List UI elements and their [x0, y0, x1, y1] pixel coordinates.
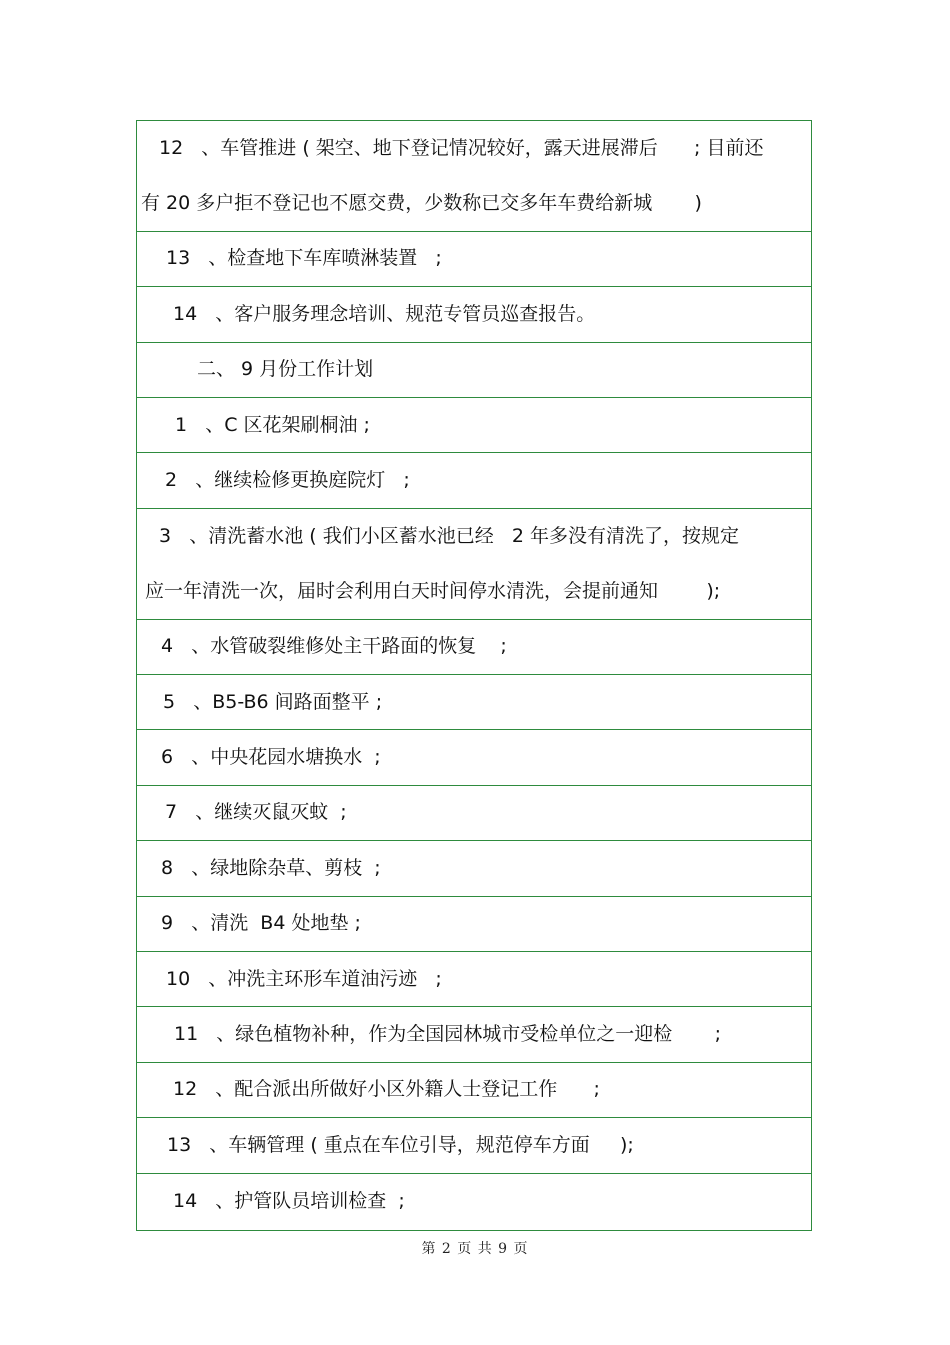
row-text: 13 、检查地下车库喷淋装置 ; [166, 247, 442, 270]
table-row [137, 1007, 811, 1062]
row-text: 12 、配合派出所做好小区外籍人士登记工作 ; [173, 1078, 600, 1101]
content-table [136, 120, 812, 1231]
table-row [137, 675, 811, 730]
row-text: 7 、继续灭鼠灭蚊 ; [165, 801, 347, 824]
row-text: 10 、冲洗主环形车道油污迹 ; [166, 967, 442, 990]
row-text: 有 20 多户拒不登记也不愿交费，少数称已交多年车费给新城 ) [141, 192, 702, 215]
table-row [137, 121, 811, 176]
table-row [137, 730, 811, 785]
row-text: 9 、清洗 B4 处地垫 ; [161, 912, 361, 935]
table-row [137, 786, 811, 841]
row-text: 二、 9 月份工作计划 [197, 358, 374, 381]
table-row [137, 453, 811, 508]
row-text: 6 、中央花园水塘换水 ; [161, 746, 381, 769]
table-row [137, 287, 811, 342]
table-row [137, 1063, 811, 1118]
row-text: 14 、护管队员培训检查 ; [173, 1189, 405, 1212]
row-text: 1 、C 区花架刷桐油 ; [175, 413, 370, 436]
row-text: 13 、车辆管理 ( 重点在车位引导，规范停车方面 ); [167, 1133, 634, 1156]
row-text: 3 、清洗蓄水池 ( 我们小区蓄水池已经 2 年多没有清洗了，按规定 [159, 524, 739, 547]
row-text: 11 、绿色植物补种，作为全国园林城市受检单位之一迎检 ; [174, 1023, 721, 1046]
table-row [137, 343, 811, 398]
row-text: 14 、客户服务理念培训、规范专管员巡查报告。 [173, 302, 596, 325]
table-row [137, 398, 811, 453]
row-text: 2 、继续检修更换庭院灯 ; [165, 469, 410, 492]
table-row [137, 564, 811, 619]
table-row [137, 897, 811, 952]
table-row [137, 509, 811, 564]
table-row [137, 1174, 811, 1229]
row-text: 8 、绿地除杂草、剪枝 ; [161, 856, 381, 879]
row-text: 5 、B5-B6 间路面整平 ; [163, 690, 383, 713]
page-footer: 第 2 页 共 9 页 [421, 1241, 529, 1257]
table-row [137, 620, 811, 675]
table-row [137, 232, 811, 287]
table-row [137, 841, 811, 896]
row-text: 12 、车管推进 ( 架空、地下登记情况较好，露天进展滞后 ; 目前还 [159, 137, 764, 160]
table-row [137, 1118, 811, 1173]
row-text: 4 、水管破裂维修处主干路面的恢复 ; [161, 635, 507, 658]
table-row [137, 952, 811, 1007]
row-text: 应一年清洗一次，届时会利用白天时间停水清洗，会提前通知 ); [145, 579, 721, 602]
table-row [137, 176, 811, 231]
